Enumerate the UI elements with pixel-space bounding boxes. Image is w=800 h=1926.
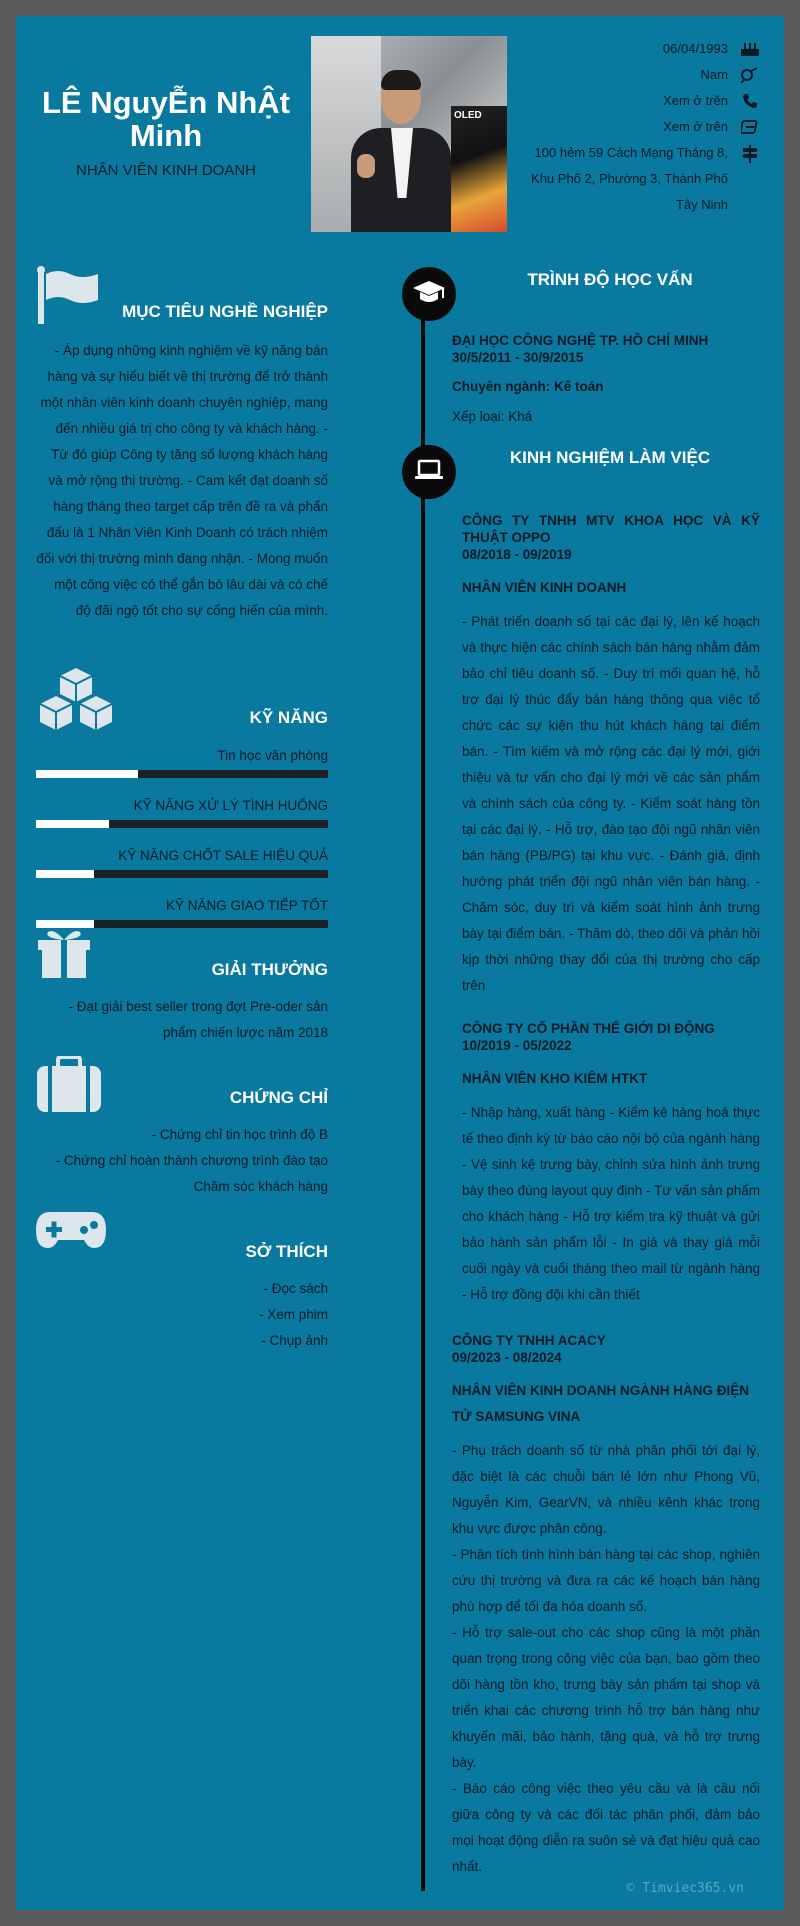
job-company: CÔNG TY TNHH ACACY (452, 1333, 606, 1348)
school-rank: Xếp loại: Khá (452, 409, 533, 424)
job-position: NHÂN VIÊN KINH DOANH NGÀNH HÀNG ĐIỆN TỬ SAMSUNG VINA (452, 1383, 750, 1424)
skill-item (36, 896, 328, 928)
job-position: NHÂN VIÊN KINH DOANH (462, 580, 627, 595)
school-name: ĐẠI HỌC CÔNG NGHỆ TP. HỒ CHÍ MINH (452, 333, 709, 348)
contact-info (514, 36, 764, 218)
briefcase-icon (36, 1056, 102, 1117)
certificate-item: - Chứng chỉ tin học trình độ B (151, 1127, 328, 1142)
skill-name: KỸ NĂNG CHỐT SALE HIỆU QUẢ (118, 848, 328, 863)
contact-gender (514, 62, 764, 88)
photo-tv-label: OLED (454, 110, 482, 121)
contact-phone (514, 88, 764, 114)
skill-bar-fill (36, 770, 138, 778)
candidate-name: LÊ NguyỄn NhẬt Minh (42, 85, 290, 153)
skill-item (36, 746, 328, 778)
birthday-text: 06/04/1993 (662, 41, 728, 56)
address-text: 100 hẻm 59 Cách Mạng Tháng 8, Khu Phố 2, Phường 3, Thành Phố Tây Ninh (531, 145, 728, 212)
awards-section (36, 928, 328, 1046)
job-description: - Nhập hàng, xuất hàng - Kiểm kê hàng hoá thực tế theo định kỳ từ báo cáo nội bộ của ngành hàng - Vệ sinh kệ trưng bày, chỉnh sửa hình ảnh trưng bày theo đúng layout quy định - Tư vấn sản phẩm cho khách hàng - Hỗ trợ kiểm tra kỹ thuật và gửi bảo hành sản phẩm lỗi - In giá và thay giá mỗi cuối ngày và cuối tháng theo mail từ ngành hàng - Hỗ trợ đồng đội khi cần thiết (462, 1105, 760, 1302)
skill-name: KỸ NĂNG XỬ LÝ TÌNH HUỐNG (133, 798, 328, 813)
skill-bar (36, 870, 328, 878)
flag-icon (36, 266, 100, 329)
job-position: NHÂN VIÊN KHO KIÊM HTKT (462, 1071, 648, 1086)
skills-list (36, 746, 328, 928)
contact-email (514, 114, 764, 140)
gender-text: Nam (700, 67, 728, 82)
skill-bar-fill (36, 870, 94, 878)
certificates-section (36, 1056, 328, 1200)
job-period: 08/2018 - 09/2019 (462, 547, 572, 562)
graduation-cap-circle (402, 267, 456, 321)
candidate-job-title: NHÂN VIÊN KINH DOANH (75, 162, 257, 179)
laptop-circle (402, 445, 456, 499)
job-company: CÔNG TY TNHH MTV KHOA HỌC VÀ KỸ THUẬT OPPO (462, 513, 760, 545)
hobbies-title: SỞ THÍCH (245, 1242, 328, 1261)
objective-text: - Áp dụng những kinh nghiệm về kỹ năng bán hàng và sự hiểu biết về thị trường để trở thành một nhân viên kinh doanh chuyên nghiệp, mang đến nhiều giá trị cho công ty và khách hàng. - Từ đó giúp Công ty tăng số lượng khách hàng và mở rộng thị trường. - Cam kết đạt doanh số hàng tháng theo target cấp trên đề ra và phấn đấu là 1 Nhân Viên Kinh Doanh có trách nhiệm đối với thị trường mình đang nhận. - Mong muốn một công việc có thể gắn bó lâu dài và có chế độ đãi ngộ tốt cho sự cống hiến của mình. (36, 343, 328, 618)
email-icon (736, 114, 764, 135)
graduation-cap-icon (412, 279, 446, 310)
job-entry (462, 512, 760, 999)
certificate-item: - Chứng chỉ hoàn thành chương trình đào tạo Chăm sóc khách hàng (55, 1153, 328, 1194)
job-company: CÔNG TY CỔ PHẦN THẾ GIỚI DI ĐỘNG (462, 1021, 715, 1036)
job-description: - Phát triển doanh số tại các đại lý, lên kế hoạch và thực hiện các chính sách bán hàng nhằm đảm bảo chỉ tiêu doanh số. - Duy trì mối quan hệ, hỗ trợ đại lý thúc đẩy bán hàng thông qua việc tổ chức các sự kiện thu hút khách hàng tại điểm bán. - Tìm kiếm và mở rộng các đại lý mới, giới thiệu và tư vấn cho đại lý mới về các sản phẩm và chính sách của công ty. - Kiểm soát hàng tồn tại các đại lý. - Hỗ trợ, đào tạo đội ngũ nhân viên bán hàng (PB/PG) tại khu vực. - Đánh giá, định hướng phát triển đội ngũ nhân viên bán hàng. - Chăm sóc, duy trì và kiểm soát hình ảnh trưng bày tại điểm bán. - Thăm dò, theo dõi và phản hồi kịp thời những thay đổi của thị trường cho cấp trên (462, 614, 760, 993)
gift-icon (36, 928, 92, 983)
hobby-item: - Chụp ảnh (261, 1333, 328, 1348)
skills-title: KỸ NĂNG (249, 708, 328, 727)
school-major: Chuyên ngành: Kế toán (452, 379, 604, 394)
timeline-line (421, 296, 425, 1891)
job-entry (462, 1020, 760, 1308)
skills-section (36, 666, 328, 928)
contact-birthday (514, 36, 764, 62)
contact-address (514, 140, 764, 218)
skill-bar (36, 920, 328, 928)
gender-icon (736, 62, 764, 83)
award-item: - Đạt giải best seller trong đợt Pre-oder sản phẩm chiến lược năm 2018 (68, 999, 328, 1040)
education-entry (452, 332, 760, 430)
job-description: - Hỗ trợ sale-out cho các shop cũng là một phần quan trọng trong công việc của bạn, bao gồm theo dõi hàng tồn kho, trưng bày sản phẩm tại shop và triển khai các chương trình hỗ trợ bán hàng như khuyến mãi, bảo hành, tặng quà, và hỗ trợ trưng bày. (452, 1625, 760, 1770)
job-description: - Phân tích tình hình bán hàng tại các shop, nghiên cứu thị trường và đưa ra các kế hoạch bán hàng phù hợp để tối đa hóa doanh số. (452, 1547, 760, 1614)
skill-bar (36, 770, 328, 778)
objective-title: MỤC TIÊU NGHỀ NGHIỆP (122, 302, 328, 321)
certificates-title: CHỨNG CHỈ (229, 1088, 328, 1107)
footer-watermark: © Timviec365.vn (626, 1881, 744, 1896)
skill-item (36, 796, 328, 828)
hobby-item: - Đọc sách (263, 1281, 328, 1296)
objective-section (36, 266, 328, 624)
skill-name: Tin học văn phòng (217, 748, 328, 763)
awards-title: GIẢI THƯỞNG (211, 960, 328, 979)
cubes-icon (36, 666, 116, 737)
skill-name: KỸ NĂNG GIAO TIẾP TỐT (165, 898, 328, 913)
job-period: 10/2019 - 05/2022 (462, 1038, 572, 1053)
gamepad-icon (36, 1210, 106, 1255)
resume-page (16, 16, 784, 1910)
hobby-item: - Xem phim (258, 1307, 328, 1322)
profile-photo (311, 36, 507, 232)
skill-item (36, 846, 328, 878)
laptop-icon (414, 459, 444, 486)
skill-bar (36, 820, 328, 828)
birthday-cake-icon (736, 36, 764, 57)
job-period: 09/2023 - 08/2024 (452, 1350, 562, 1365)
skill-bar-fill (36, 920, 94, 928)
job-description: - Phụ trách doanh số từ nhà phân phối tới đại lý, đặc biệt là các chuỗi bán lẻ lớn như Phong Vũ, Nguyễn Kim, GearVN, và nhiều kênh khác trong khu vực được phân công. (452, 1443, 760, 1536)
education-title: TRÌNH ĐỘ HỌC VẤN (527, 270, 693, 289)
job-entry (452, 1332, 760, 1880)
hobbies-section (36, 1210, 328, 1354)
skill-bar-fill (36, 820, 109, 828)
phone-text: Xem ở trên (663, 93, 728, 108)
phone-icon (736, 88, 764, 109)
experience-title: KINH NGHIỆM LÀM VIỆC (509, 448, 711, 467)
email-text: Xem ở trên (663, 119, 728, 134)
school-period: 30/5/2011 - 30/9/2015 (452, 350, 584, 365)
job-description: - Báo cáo công việc theo yêu cầu và là cầu nối giữa công ty và các đối tác phân phối, đảm bảo mọi hoạt động diễn ra suôn sẻ và đạt hiệu quả cao nhất. (452, 1781, 760, 1874)
signpost-icon (736, 140, 764, 163)
